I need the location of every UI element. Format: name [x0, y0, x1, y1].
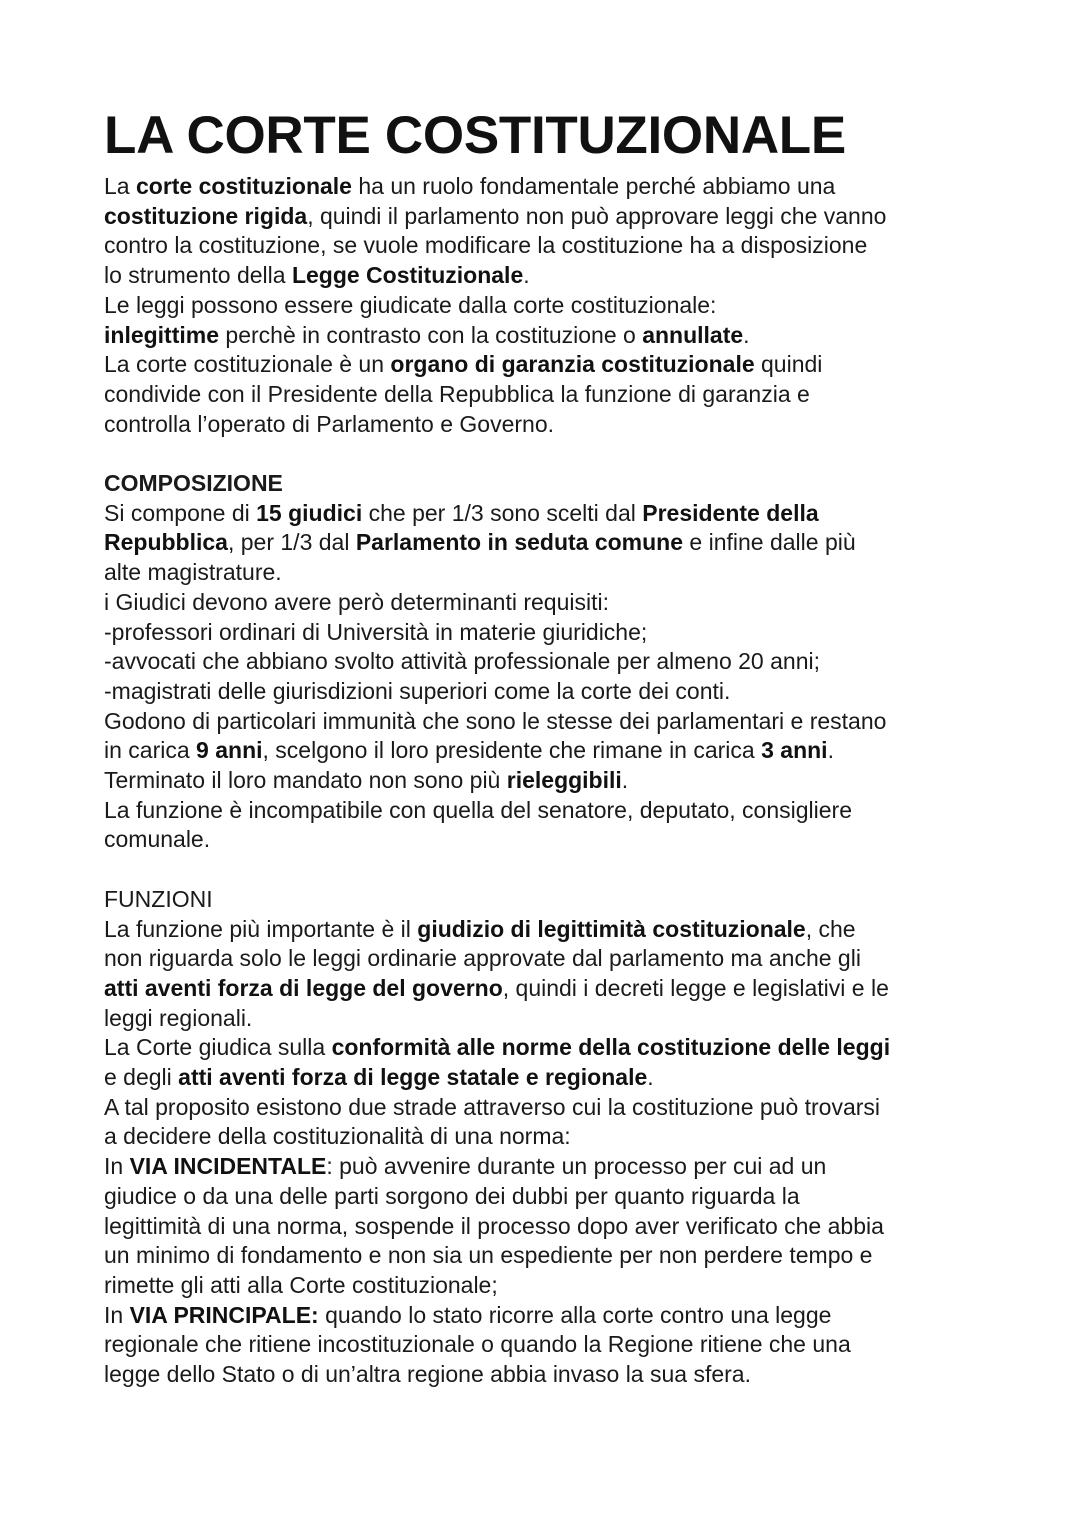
- text-line: Repubblica, per 1/3 dal Parlamento in seduta comune e infine dalle più: [104, 529, 856, 556]
- text-line: legge dello Stato o di un’altra regione abbia invaso la sua sfera.: [104, 1361, 751, 1388]
- text-line: alte magistrature.: [104, 559, 282, 586]
- list-item: -avvocati che abbiano svolto attività professionale per almeno 20 anni;: [104, 648, 820, 675]
- text-line: un minimo di fondamento e non sia un espediente per non perdere tempo e: [104, 1242, 873, 1269]
- text-line: La funzione è incompatibile con quella del senatore, deputato, consigliere: [104, 796, 853, 823]
- text-line: contro la costituzione, se vuole modificare la costituzione ha a disposizione: [104, 232, 868, 259]
- document-body: [104, 172, 1004, 1390]
- list-item: -professori ordinari di Università in materie giuridiche;: [104, 618, 648, 645]
- text-line: giudice o da una delle parti sorgono dei dubbi per quanto riguarda la: [104, 1182, 800, 1209]
- text-line: La funzione più importante è il giudizio di legittimità costituzionale, che: [104, 915, 856, 942]
- text-line: Terminato il loro mandato non sono più rieleggibili.: [104, 767, 629, 794]
- text-line: Le leggi possono essere giudicate dalla corte costituzionale:: [104, 291, 717, 318]
- text-line: legittimità di una norma, sospende il processo dopo aver verificato che abbia: [104, 1212, 884, 1239]
- text-line: condivide con il Presidente della Repubblica la funzione di garanzia e: [104, 380, 810, 407]
- text-line: non riguarda solo le leggi ordinarie approvate dal parlamento ma anche gli: [104, 945, 861, 972]
- text-line: Godono di particolari immunità che sono le stesse dei parlamentari e restano: [104, 707, 887, 734]
- section-heading-composizione: COMPOSIZIONE: [104, 470, 283, 497]
- page-title: LA CORTE COSTITUZIONALE: [104, 106, 846, 165]
- text-line: e degli atti aventi forza di legge statale e regionale.: [104, 1064, 654, 1091]
- text-line: In VIA PRINCIPALE: quando lo stato ricorre alla corte contro una legge: [104, 1301, 832, 1328]
- text-line: A tal proposito esistono due strade attraverso cui la costituzione può trovarsi: [104, 1093, 881, 1120]
- text-line: regionale che ritiene incostituzionale o quando la Regione ritiene che una: [104, 1331, 851, 1358]
- text-line: rimette gli atti alla Corte costituzionale;: [104, 1271, 498, 1298]
- text-line: i Giudici devono avere però determinanti requisiti:: [104, 588, 609, 615]
- text-line: costituzione rigida, quindi il parlamento non può approvare leggi che vanno: [104, 202, 887, 229]
- text-line: La corte costituzionale è un organo di garanzia costituzionale quindi: [104, 351, 823, 378]
- text-line: Si compone di 15 giudici che per 1/3 sono scelti dal Presidente della: [104, 499, 819, 526]
- text-line: comunale.: [104, 826, 211, 853]
- text-line: atti aventi forza di legge del governo, quindi i decreti legge e legislativi e le: [104, 974, 889, 1001]
- list-item: -magistrati delle giurisdizioni superiori come la corte dei conti.: [104, 677, 731, 704]
- text-line: a decidere della costituzionalità di una norma:: [104, 1123, 571, 1150]
- text-line: inlegittime perchè in contrasto con la costituzione o annullate.: [104, 321, 750, 348]
- text-line: leggi regionali.: [104, 1004, 253, 1031]
- text-line: La Corte giudica sulla conformità alle norme della costituzione delle leggi: [104, 1034, 891, 1061]
- section-heading-funzioni: FUNZIONI: [104, 885, 213, 912]
- text-line: lo strumento della Legge Costituzionale.: [104, 262, 530, 289]
- text-line: controlla l’operato di Parlamento e Governo.: [104, 410, 555, 437]
- text-line: In VIA INCIDENTALE: può avvenire durante un processo per cui ad un: [104, 1153, 827, 1180]
- text-line: La corte costituzionale ha un ruolo fondamentale perché abbiamo una: [104, 173, 836, 199]
- text-line: in carica 9 anni, scelgono il loro presidente che rimane in carica 3 anni.: [104, 737, 834, 764]
